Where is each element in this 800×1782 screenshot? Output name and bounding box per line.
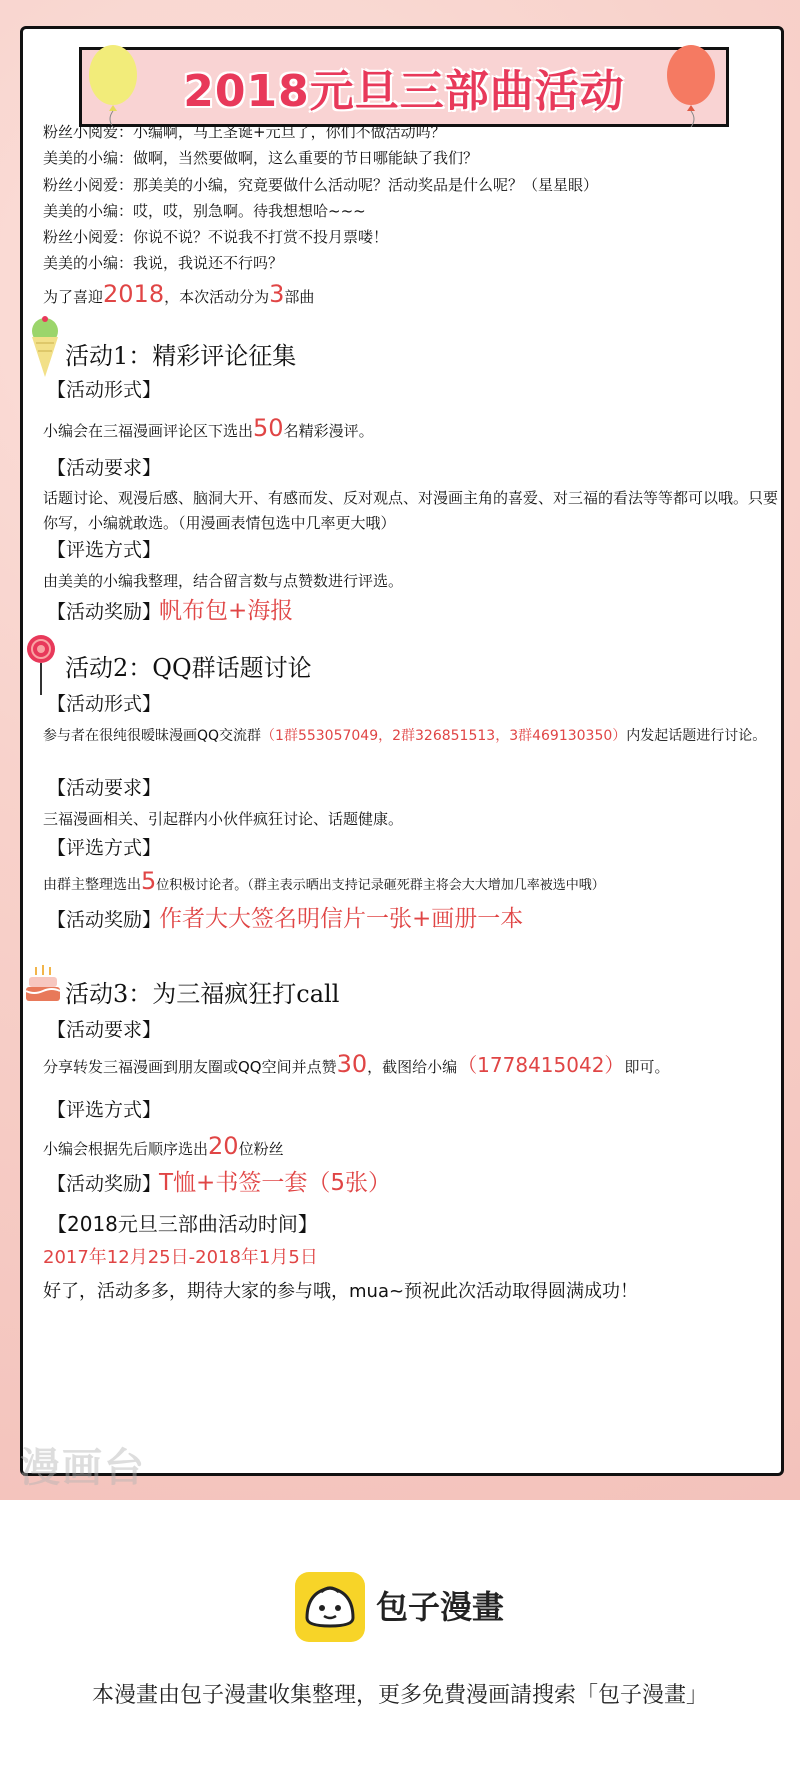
- banner-title: 2018元旦三部曲活动: [183, 66, 625, 117]
- activity1-form-post: 名精彩漫评。: [283, 422, 374, 440]
- activity3-select-num: 20: [208, 1132, 239, 1160]
- activity1-req-label: 【活动要求】: [47, 457, 162, 479]
- activity1-form-pre: 小编会在三福漫画评论区下选出: [43, 422, 254, 440]
- activity3-select-label: 【评选方式】: [47, 1099, 162, 1121]
- activity2-award-label: 【活动奖励】: [47, 909, 162, 931]
- intro-post: 部曲: [284, 288, 315, 306]
- activity2-title: 活动2：QQ群话题讨论: [65, 654, 312, 682]
- activity2-form-post: 内发起话题进行讨论。: [626, 728, 767, 744]
- activity1-form-label: 【活动形式】: [47, 379, 162, 401]
- dialogue-line-2: 美美的小编：做啊，当然要做啊，这么重要的节日哪能缺了我们？: [43, 149, 479, 167]
- activity2-select-post: 位积极讨论者。（群主表示晒出支持记录砸死群主将会大大增加几率被选中哦）: [156, 878, 605, 893]
- activity2-select-num: 5: [141, 867, 157, 895]
- title-banner: [79, 47, 729, 127]
- activity2-select-label: 【评选方式】: [47, 837, 162, 859]
- yellow-balloon-icon: [85, 43, 141, 127]
- intro-year: 2018: [103, 280, 165, 308]
- activity2-select-pre: 由群主整理选出: [43, 877, 141, 893]
- app-name: 包子漫畫: [376, 1588, 505, 1626]
- activity1-select-label: 【评选方式】: [47, 539, 162, 561]
- intro-line: [43, 279, 314, 312]
- activity3-req-post: 即可。: [624, 1058, 670, 1076]
- closing-line: 好了，活动多多，期待大家的参与哦，mua~预祝此次活动取得圆满成功！: [43, 1281, 639, 1302]
- activity3-select-text: [43, 1131, 284, 1164]
- activity3-award-label: 【活动奖励】: [47, 1173, 162, 1195]
- activity2-form-text: [43, 723, 778, 749]
- activity3-award: T恤+书签一套（5张）: [159, 1170, 391, 1196]
- dialogue-line-6: 美美的小编：我说，我说还不行吗？: [43, 254, 284, 272]
- watermark-text: 漫画台: [20, 1445, 146, 1491]
- dialogue-line-3: 粉丝小阅爱：那美美的小编，究竟要做什么活动呢？活动奖品是什么呢？（星星眼）: [43, 176, 599, 194]
- activity1-form-text: [43, 413, 374, 446]
- baozi-face-icon: [295, 1572, 365, 1642]
- activity2-select-text: [43, 867, 605, 900]
- activity1-award-label: 【活动奖励】: [47, 601, 162, 623]
- activity3-req-num: 30: [336, 1050, 368, 1078]
- activity2-req-label: 【活动要求】: [47, 777, 162, 799]
- activity1-select-text: 由美美的小编我整理，结合留言数与点赞数进行评选。: [43, 572, 404, 590]
- event-time-label: 【2018元旦三部曲活动时间】: [47, 1212, 318, 1236]
- activity2-req-text: 三福漫画相关、引起群内小伙伴疯狂讨论、话题健康。: [43, 810, 404, 828]
- red-balloon-icon: [663, 43, 719, 127]
- intro-pre: 为了喜迎: [43, 288, 104, 306]
- activity1-award: 帆布包+海报: [159, 598, 294, 624]
- baozi-logo: [295, 1572, 365, 1642]
- birthday-cake-icon: [25, 965, 61, 1005]
- event-time-range: 2017年12月25日-2018年1月5日: [43, 1247, 318, 1268]
- lollipop-icon: [23, 633, 59, 697]
- activity2-form-pre: 参与者在很纯很暧昧漫画QQ交流群: [43, 728, 262, 744]
- activity2-award: 作者大大签名明信片一张+画册一本: [159, 906, 524, 932]
- activity3-req-label: 【活动要求】: [47, 1019, 162, 1041]
- event-card: [20, 26, 784, 1476]
- dialogue-line-4: 美美的小编：哎，哎，别急啊。待我想想哈~~~: [43, 202, 366, 220]
- activity2-form-groups: （1群553057049，2群326851513，3群469130350）: [261, 728, 627, 744]
- activity3-req-pre: 分享转发三福漫画到朋友圈或QQ空间并点赞: [43, 1058, 337, 1076]
- activity3-req-mid: ，截图给小编: [367, 1058, 458, 1076]
- intro-count: 3: [269, 280, 285, 308]
- activity3-select-post: 位粉丝: [238, 1140, 284, 1158]
- ice-cream-icon: [27, 313, 63, 379]
- activity3-title: 活动3：为三福疯狂打call: [65, 980, 340, 1008]
- activity3-req-text: [43, 1049, 669, 1082]
- footer-notice: 本漫畫由包子漫畫收集整理，更多免費漫画請搜索「包子漫畫」: [91, 1683, 708, 1708]
- intro-mid: ，本次活动分为: [164, 288, 270, 306]
- activity2-form-label: 【活动形式】: [47, 693, 162, 715]
- dialogue-line-5: 粉丝小阅爱：你说不说？不说我不打赏不投月票喽！: [43, 228, 389, 246]
- activity1-form-num: 50: [253, 414, 284, 442]
- activity3-req-contact: （1778415042）: [457, 1053, 625, 1077]
- activity1-req-text: 话题讨论、观漫后感、脑洞大开、有感而发、反对观点、对漫画主角的喜爱、对三福的看法等等都可以哦。只要你写，小编就敢选。（用漫画表情包选中几率更大哦）: [43, 489, 779, 532]
- dialogue-line-1: 粉丝小阅爱：小编啊，马上圣诞+元旦了，你们不做活动吗？: [43, 123, 446, 141]
- activity3-select-pre: 小编会根据先后顺序选出: [43, 1140, 209, 1158]
- activity1-title: 活动1：精彩评论征集: [65, 342, 297, 370]
